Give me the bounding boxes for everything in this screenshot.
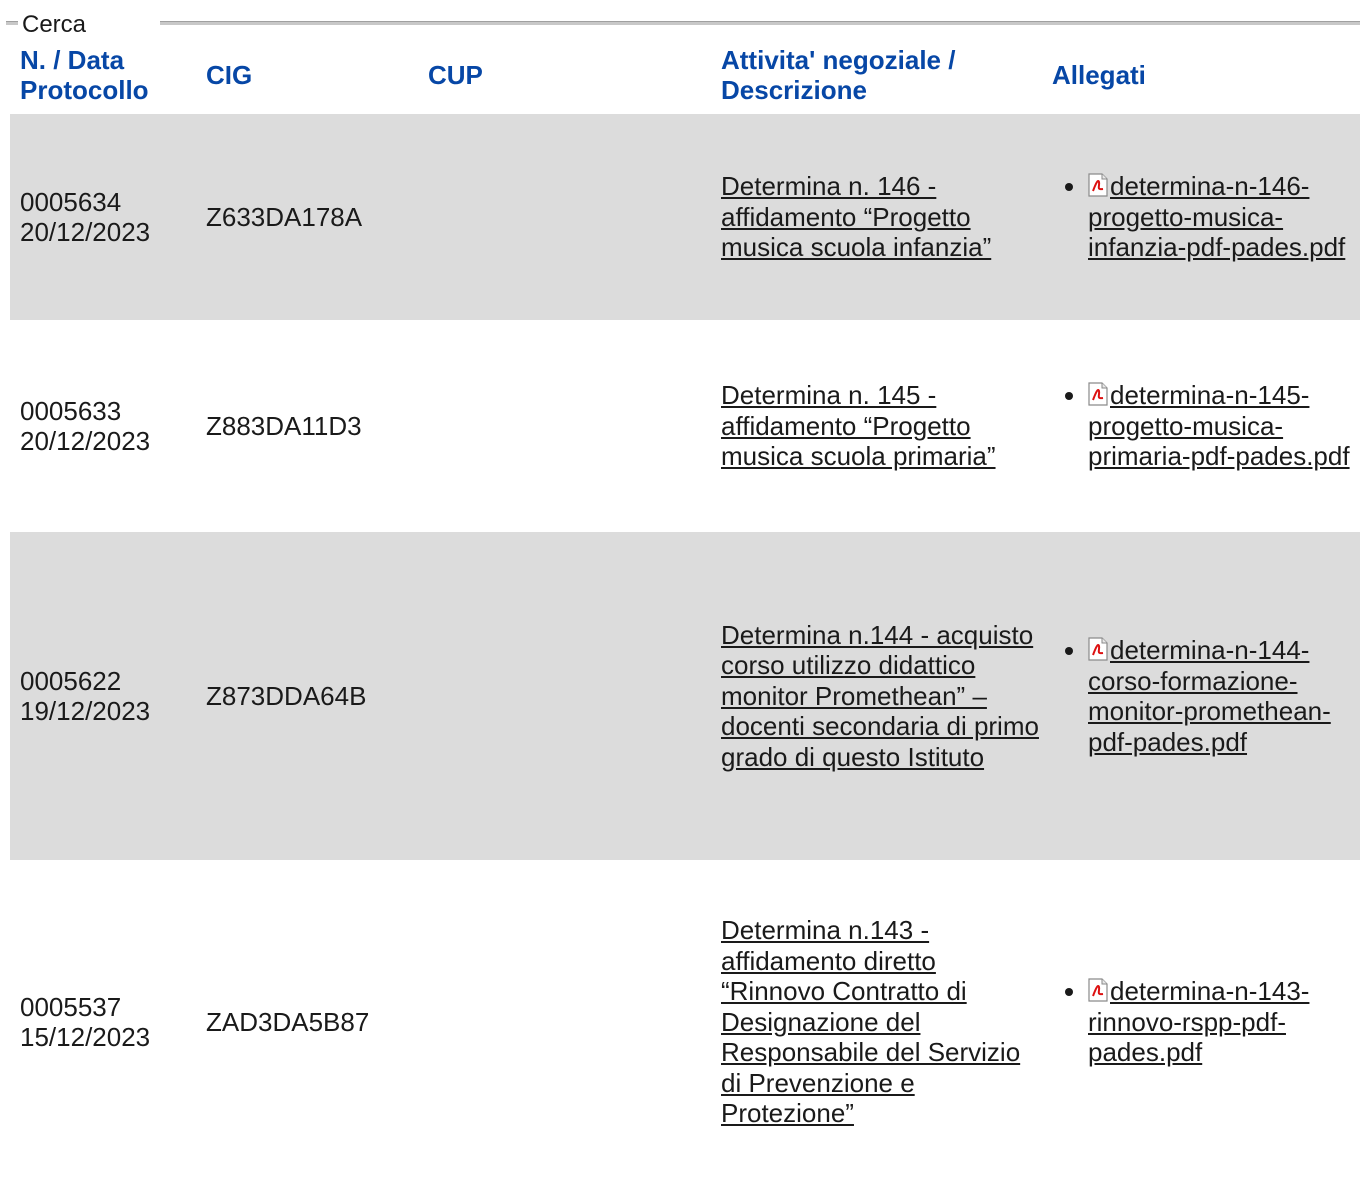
protocol-date: 15/12/2023 bbox=[20, 1022, 151, 1052]
header-cig: CIG bbox=[206, 60, 253, 90]
cell-n-data bbox=[10, 323, 196, 529]
cell-allegati bbox=[1042, 863, 1360, 1181]
table-header-row bbox=[10, 36, 1360, 114]
cell-descrizione bbox=[711, 114, 1042, 320]
cell-cig: Z873DDA64B bbox=[196, 532, 418, 860]
protocol-number: 0005634 bbox=[20, 186, 122, 217]
cell-n-data bbox=[10, 863, 196, 1181]
description-link[interactable]: Determina n. 146 - affidamento “Progetto musica scuola infanzia” bbox=[721, 171, 992, 263]
table-row bbox=[10, 114, 1360, 320]
protocol-number: 0005622 bbox=[20, 665, 122, 696]
attachment-list bbox=[1052, 171, 1360, 263]
cell-cup bbox=[418, 532, 711, 860]
cell-allegati bbox=[1042, 323, 1360, 529]
cell-cig: Z883DA11D3 bbox=[196, 323, 418, 529]
table-row bbox=[10, 323, 1360, 529]
description-link[interactable]: Determina n.144 - acquisto corso utilizzo didattico monitor Promethean” – docenti secondaria di primo grado di questo Istituto bbox=[721, 619, 1039, 772]
attachment-link[interactable]: determina-n-145-progetto-musica-primaria-pdf-pades.pdf bbox=[1088, 380, 1350, 472]
cell-allegati bbox=[1042, 114, 1360, 320]
pdf-file-icon bbox=[1088, 637, 1108, 661]
attachment-link[interactable]: determina-n-146-progetto-musica-infanzia-pdf-pades.pdf bbox=[1088, 171, 1346, 263]
protocol-date: 19/12/2023 bbox=[20, 696, 151, 726]
list-item bbox=[1088, 976, 1360, 1068]
table-row bbox=[10, 532, 1360, 860]
fieldset-legend: Cerca bbox=[22, 11, 87, 38]
cell-cup bbox=[418, 863, 711, 1181]
list-item bbox=[1088, 380, 1360, 472]
fieldset-border-right bbox=[160, 21, 1360, 25]
cell-n-data bbox=[10, 114, 196, 320]
protocol-number: 0005537 bbox=[20, 991, 122, 1022]
attachment-link[interactable]: determina-n-144-corso-formazione-monitor-promethean-pdf-pades.pdf bbox=[1088, 635, 1331, 757]
attachment-link[interactable]: determina-n-143-rinnovo-rspp-pdf-pades.pdf bbox=[1088, 976, 1310, 1068]
protocol-date: 20/12/2023 bbox=[20, 217, 151, 247]
cell-n-data bbox=[10, 532, 196, 860]
attachment-list bbox=[1052, 635, 1360, 757]
procurement-table bbox=[10, 36, 1360, 1181]
cell-cig: Z633DA178A bbox=[196, 114, 418, 320]
header-descrizione: Attivita' negoziale / Descrizione bbox=[721, 45, 956, 105]
attachment-list bbox=[1052, 380, 1360, 472]
list-item bbox=[1088, 635, 1360, 757]
table-row bbox=[10, 863, 1360, 1181]
cell-cig: ZAD3DA5B87 bbox=[196, 863, 418, 1181]
cell-allegati bbox=[1042, 532, 1360, 860]
description-link[interactable]: Determina n.143 - affidamento diretto “Rinnovo Contratto di Designazione del Responsabile del Servizio di Prevenzione e Protezione” bbox=[721, 915, 1021, 1129]
pdf-file-icon bbox=[1088, 382, 1108, 406]
header-allegati: Allegati bbox=[1052, 60, 1146, 90]
pdf-file-icon bbox=[1088, 173, 1108, 197]
list-item bbox=[1088, 171, 1360, 263]
cell-descrizione bbox=[711, 863, 1042, 1181]
header-cup: CUP bbox=[428, 60, 483, 90]
cell-cup bbox=[418, 114, 711, 320]
fieldset-border-left bbox=[6, 21, 18, 25]
pdf-file-icon bbox=[1088, 978, 1108, 1002]
cell-descrizione bbox=[711, 323, 1042, 529]
attachment-list bbox=[1052, 976, 1360, 1068]
cell-descrizione bbox=[711, 532, 1042, 860]
header-n-data: N. / Data Protocollo bbox=[20, 45, 149, 105]
protocol-number: 0005633 bbox=[20, 395, 122, 426]
description-link[interactable]: Determina n. 145 - affidamento “Progetto musica scuola primaria” bbox=[721, 380, 996, 472]
protocol-date: 20/12/2023 bbox=[20, 426, 151, 456]
cell-cup bbox=[418, 323, 711, 529]
